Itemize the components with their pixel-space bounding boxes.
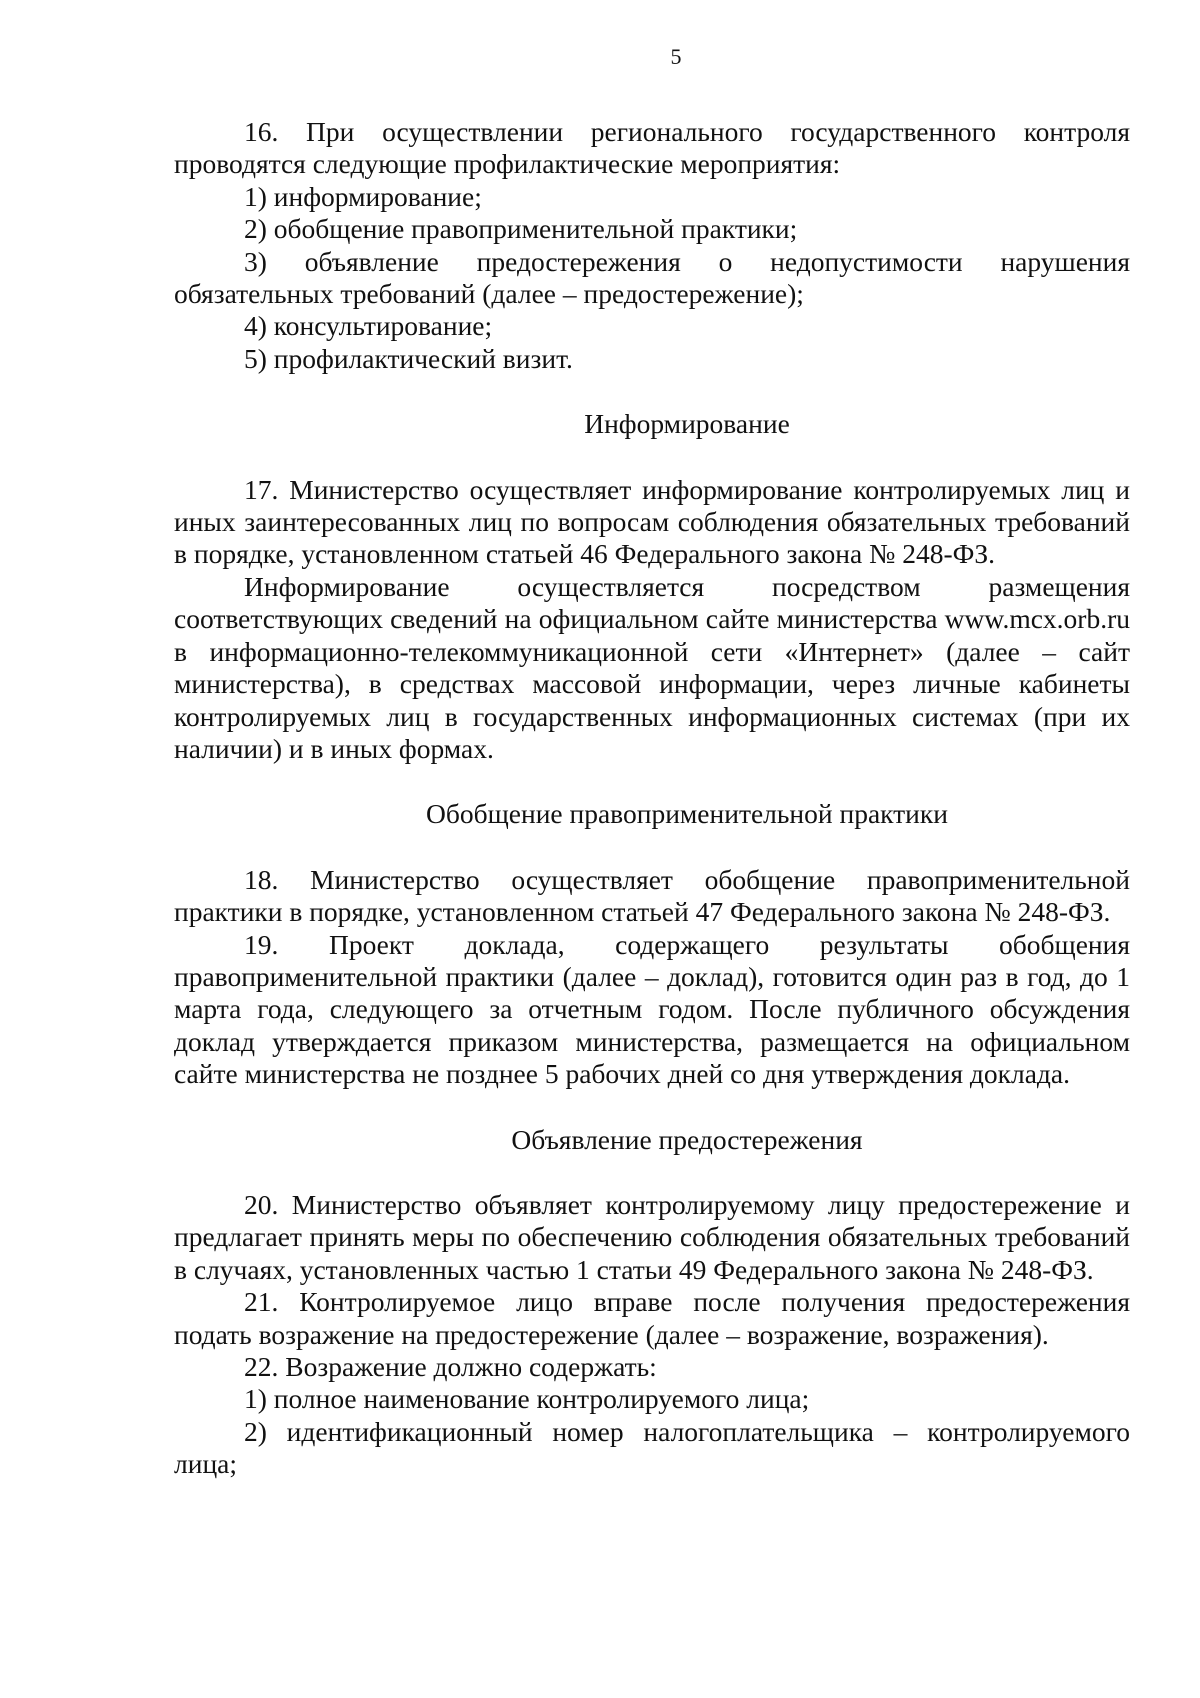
list-item-2: 2) обобщение правоприменительной практики; bbox=[244, 213, 798, 245]
section-heading-warning: Объявление предостережения bbox=[511, 1123, 863, 1155]
list-item-3: 3) объявление предостережения о недопустимости нарушения обязательных требований (далее – предостережение); bbox=[174, 245, 1130, 310]
section-heading-informing: Информирование bbox=[584, 408, 790, 440]
paragraph-informing-details: Информирование осуществляется посредством размещения соответствующих сведений на официальном сайте министерства www.mcx.orb.ru в информационно-телекоммуникационной сети «Интернет» (далее – сайт министерства), в средствах массовой информации, через личные кабинеты контролируемых лиц в государственных информационных системах (при их наличии) и в иных формах. bbox=[174, 570, 1130, 764]
paragraph-21: 21. Контролируемое лицо вправе после получения предостережения подать возражение на предостережение (далее – возражение, возражения). bbox=[174, 1286, 1130, 1350]
list-item-5: 5) профилактический визит. bbox=[244, 342, 573, 374]
paragraph-20: 20. Министерство объявляет контролируемому лицу предостережение и предлагает принять меры по обеспечению соблюдения обязательных требований в случаях, установленных частью 1 статьи 49 Федерального закона № 248-ФЗ. bbox=[174, 1188, 1130, 1285]
paragraph-16: 16. При осуществлении регионального государственного контроля проводятся следующие профилактические мероприятия: bbox=[174, 116, 1130, 180]
objection-item-1: 1) полное наименование контролируемого лица; bbox=[244, 1383, 810, 1415]
paragraph-22: 22. Возражение должно содержать: bbox=[244, 1351, 657, 1382]
paragraph-19: 19. Проект доклада, содержащего результаты обобщения правоприменительной практики (далее – доклад), готовится один раз в год, до 1 марта года, следующего за отчетным годом. После публичного обсуждения доклад утверждается приказом министерства, размещается на официальном сайте министерства не позднее 5 рабочих дней со дня утверждения доклада. bbox=[174, 928, 1130, 1090]
list-item-1: 1) информирование; bbox=[244, 180, 482, 212]
paragraph-17: 17. Министерство осуществляет информирование контролируемых лиц и иных заинтересованных лиц по вопросам соблюдения обязательных требований в порядке, установленном статьей 46 Федерального закона № 248-ФЗ. bbox=[174, 473, 1130, 570]
page-number: 5 bbox=[670, 44, 682, 69]
section-heading-practice-generalization: Обобщение правоприменительной практики bbox=[426, 798, 948, 830]
objection-item-2: 2) идентификационный номер налогоплательщика – контролируемого лица; bbox=[174, 1415, 1130, 1480]
paragraph-18: 18. Министерство осуществляет обобщение правоприменительной практики в порядке, установленном статьей 47 Федерального закона № 248-ФЗ. bbox=[174, 863, 1130, 928]
list-item-4: 4) консультирование; bbox=[244, 310, 493, 342]
document-body bbox=[174, 116, 1130, 1481]
